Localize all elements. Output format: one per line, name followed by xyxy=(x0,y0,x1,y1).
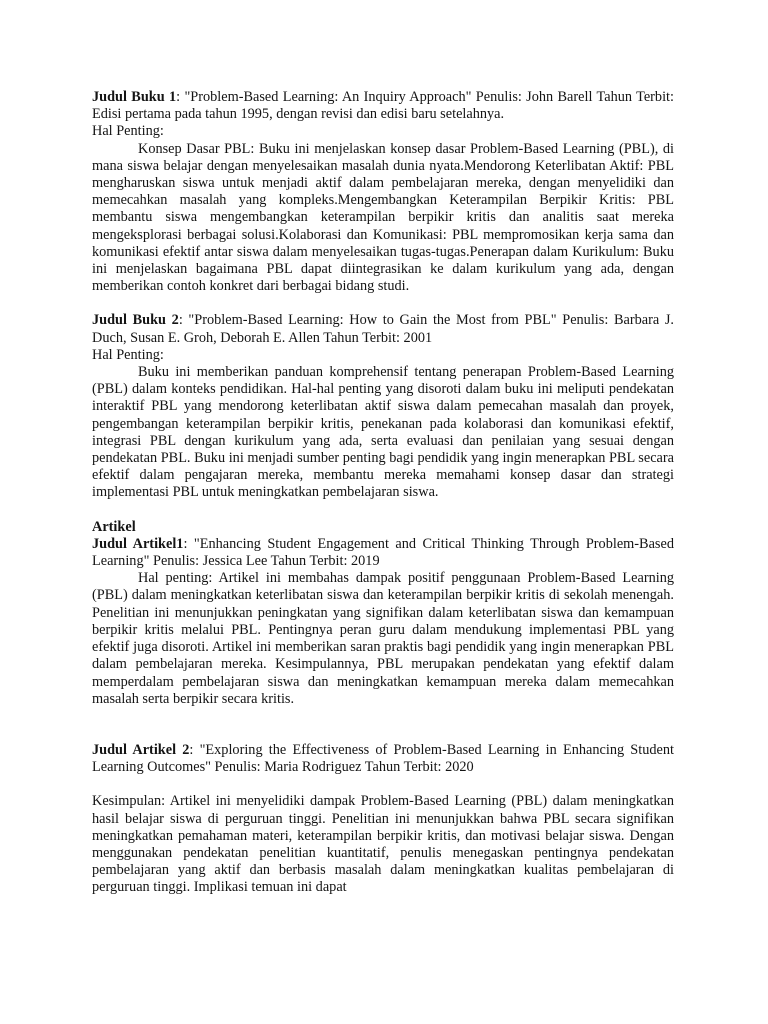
book-2-title-line xyxy=(92,312,674,346)
book-2-label: Judul Buku 2 xyxy=(92,312,179,329)
article-2-title-line xyxy=(92,742,674,776)
book-1-body: Konsep Dasar PBL: Buku ini menjelaskan konsep dasar Problem-Based Learning (PBL), di mana siswa belajar dengan menyelesaikan masalah dunia nyata.Mendorong Keterlibatan Aktif: PBL mengharuskan siswa untuk menjadi aktif dalam pembelajaran mereka, dengan menyelidiki dan memecahkan masalah yang kompleks.Mengembangkan Keterampilan Berpikir Kritis: PBL membantu siswa mengembangkan keterampilan berpikir kritis dan analitis saat mereka mengeksplorasi berbagai solusi.Kolaborasi dan Komunikasi: PBL mempromosikan kerja sama dan komunikasi efektif antar siswa dalam menyelesaikan tugas-tugas.Penerapan dalam Kurikulum: Buku ini menjelaskan bagaimana PBL dapat diintegrasikan ke dalam kurikulum yang ada, dengan memberikan contoh konkret dari berbagai bidang studi. xyxy=(92,140,674,295)
book-1-label: Judul Buku 1 xyxy=(92,89,177,105)
document-page xyxy=(92,89,674,897)
book-2-body: Buku ini memberikan panduan komprehensif tentang penerapan Problem-Based Learning (PBL) dalam konteks pendidikan. Hal-hal penting yang disoroti dalam buku ini meliputi pendekatan interaktif PBL yang mendorong keterlibatan aktif siswa dalam pemecahan masalah dan proyek, pengembangan keterampilan berpikir kritis, penekanan pada kolaborasi dan komunikasi efektif, integrasi PBL dengan kurikulum yang ada, serta evaluasi dan penilaian yang sesuai dengan pendekatan PBL. Buku ini menjadi sumber penting bagi pendidik yang ingin menerapkan PBL secara efektif dalam pengajaran mereka, membantu mereka memahami konsep dasar dan strategi implementasi PBL untuk meningkatkan pembelajaran siswa. xyxy=(92,364,674,501)
article-1-title-line xyxy=(92,536,674,570)
artikel-heading-text: Artikel xyxy=(92,518,136,535)
spacer xyxy=(92,502,674,519)
article-1-label: Judul Artikel1 xyxy=(92,535,184,552)
spacer xyxy=(92,776,674,793)
book-1-title-line xyxy=(92,89,674,123)
article-2-info: : "Exploring the Effectiveness of Problem-Based Learning in Enhancing Student Learning Outcomes" Penulis: Maria Rodriguez Tahun Terbit: 2020 xyxy=(92,741,674,776)
article-2-label: Judul Artikel 2 xyxy=(92,741,190,758)
artikel-heading xyxy=(92,519,674,536)
book-1-hal-penting-label: Hal Penting: xyxy=(92,123,164,140)
spacer xyxy=(92,708,674,742)
book-1-info: : "Problem-Based Learning: An Inquiry Approach" Penulis: John Barell Tahun Terbit: Edisi pertama pada tahun 1995, dengan revisi dan edisi baru setelahnya. xyxy=(92,89,674,123)
spacer xyxy=(92,295,674,312)
book-2-info: : "Problem-Based Learning: How to Gain the Most from PBL" Penulis: Barbara J. Duch, Susan E. Groh, Deborah E. Allen Tahun Terbit: 2001 xyxy=(92,312,674,346)
article-1-body: Hal penting: Artikel ini membahas dampak positif penggunaan Problem-Based Learning (PBL) dalam meningkatkan keterlibatan siswa dan keterampilan berpikir kritis di sekolah menengah. Penelitian ini menunjukkan peningkatan yang signifikan dalam keterlibatan siswa dan kemampuan berpikir kritis melalui PBL. Pentingnya peran guru dalam mendukung implementasi PBL yang efektif juga disoroti. Artikel ini memberikan saran praktis bagi pendidik yang ingin menerapkan PBL dalam pembelajaran mereka. Kesimpulannya, PBL merupakan pendekatan yang efektif dalam memperdalam pembelajaran siswa dan meningkatkan kemampuan mereka dalam memecahkan masalah serta berpikir secara kritis. xyxy=(92,570,674,707)
article-1-info: : "Enhancing Student Engagement and Critical Thinking Through Problem-Based Learning" Penulis: Jessica Lee Tahun Terbit: 2019 xyxy=(92,535,674,570)
article-2-body: Kesimpulan: Artikel ini menyelidiki dampak Problem-Based Learning (PBL) dalam meningkatkan hasil belajar siswa di perguruan tinggi. Penelitian ini menunjukkan bahwa PBL secara signifikan meningkatkan pemahaman materi, keterampilan berpikir kritis, dan motivasi belajar siswa. Dengan menggunakan pendekatan penelitian kuantitatif, penulis menegaskan pentingnya pendekatan pembelajaran yang aktif dan berbasis masalah dalam meningkatkan kualitas pembelajaran di perguruan tinggi. Implikasi temuan ini dapat xyxy=(92,793,674,896)
book-2-hal-penting-label: Hal Penting: xyxy=(92,346,164,363)
